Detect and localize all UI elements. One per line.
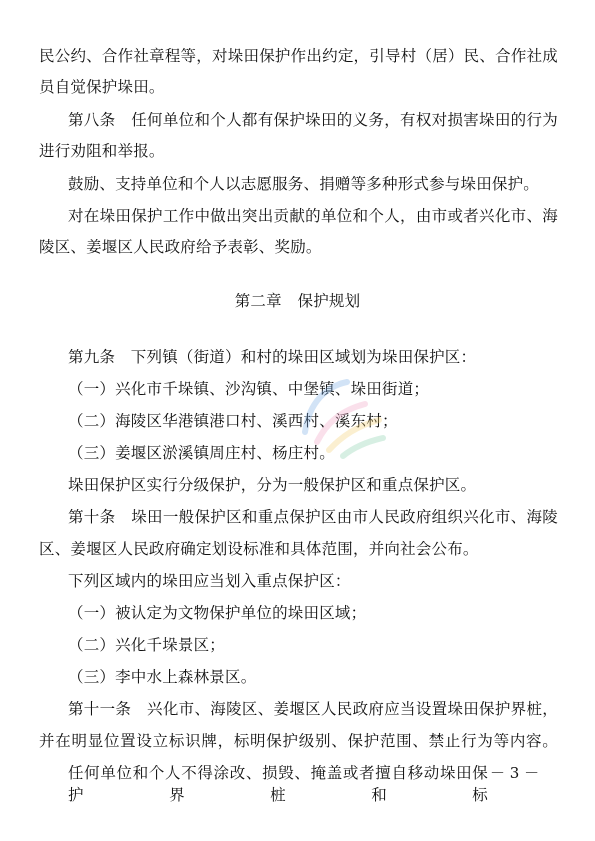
paragraph-line: 陵区、姜堰区人民政府给予表彰、奖励。	[39, 238, 322, 256]
list-item: （三）李中水上森林景区。	[68, 668, 257, 686]
paragraph-line: 区、姜堰区人民政府确定划设标准和具体范围，并向社会公布。	[39, 540, 479, 558]
chapter-heading: 第二章 保护规划	[234, 292, 361, 310]
page-number: － 3 －	[490, 764, 540, 782]
article-9-line: 第九条 下列镇（街道）和村的垛田区域划为垛田保护区：	[68, 348, 477, 366]
article-11-line: 第十一条 兴化市、海陵区、姜堰区人民政府应当设置垛田保护界桩，	[68, 700, 558, 718]
paragraph-line: 对在垛田保护工作中做出突出贡献的单位和个人，由市或者兴化市、海	[68, 207, 558, 225]
paragraph-line: 员自觉保护垛田。	[39, 78, 165, 96]
paragraph-line: 进行劝阻和举报。	[39, 142, 165, 160]
list-item: （一）被认定为文物保护单位的垛田区域；	[68, 604, 367, 622]
article-10-line: 第十条 垛田一般保护区和重点保护区由市人民政府组织兴化市、海陵	[68, 508, 558, 526]
list-item: （二）海陵区华港镇港口村、溪西村、溪东村；	[68, 412, 398, 430]
paragraph-line: 民公约、合作社章程等，对垛田保护作出约定，引导村（居）民、合作社成	[39, 47, 558, 65]
article-8-line: 第八条 任何单位和个人都有保护垛田的义务，有权对损害垛田的行为	[68, 111, 558, 129]
paragraph-line: 任何单位和个人不得涂改、损毁、掩盖或者擅自移动垛田保护界桩和标	[68, 764, 488, 804]
list-item: （三）姜堰区淤溪镇周庄村、杨庄村。	[68, 444, 335, 462]
paragraph-line: 垛田保护区实行分级保护，分为一般保护区和重点保护区。	[68, 476, 477, 494]
paragraph-line: 并在明显位置设立标识牌，标明保护级别、保护范围、禁止行为等内容。	[39, 732, 558, 750]
paragraph-line: 下列区域内的垛田应当划入重点保护区：	[68, 572, 351, 590]
paragraph-line: 鼓励、支持单位和个人以志愿服务、捐赠等多种形式参与垛田保护。	[68, 175, 540, 193]
list-item: （二）兴化千垛景区；	[68, 636, 226, 654]
list-item: （一）兴化市千垛镇、沙沟镇、中堡镇、垛田街道；	[68, 380, 430, 398]
